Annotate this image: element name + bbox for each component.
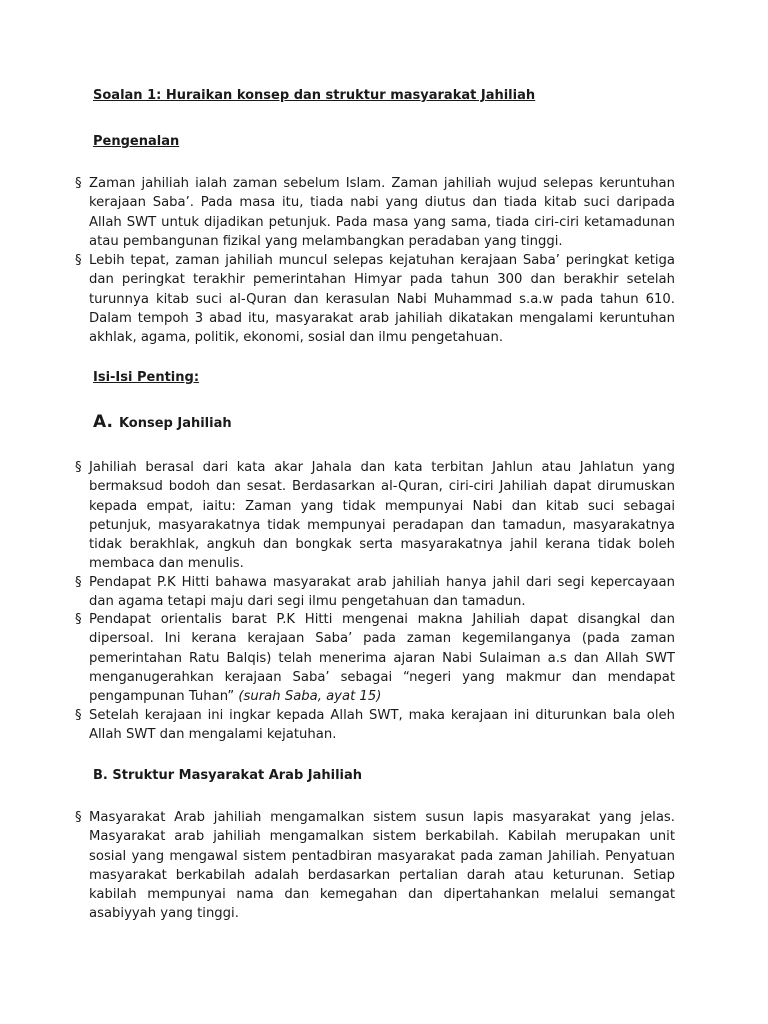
section-a-title: Konsep Jahiliah: [118, 416, 232, 431]
section-mark-icon: §: [75, 176, 82, 191]
section-a-bullet-1: [75, 458, 675, 574]
intro-bullet-1: [75, 174, 675, 251]
section-a-bullet-4: [75, 706, 675, 745]
section-a-bullet-3-text: Pendapat orientalis barat P.K Hitti mengenai makna Jahiliah dapat disangkal dan dipersoal. Ini kerana kerajaan Saba’ pada zaman kegemilanganya (pada zaman pemerintahan Ratu Balqis) telah menerima ajaran Nabi Sulaiman a.s dan Allah SWT menganugerahkan kerajaan Saba’ sebagai “negeri yang makmur dan mendapat pengampunan Tuhan”: [89, 612, 675, 705]
section-mark-icon: §: [75, 460, 82, 475]
section-a-bullet-1-text: Jahiliah berasal dari kata akar Jahala dan kata terbitan Jahlun atau Jahlatun yang bermaksud bodoh dan sesat. Berdasarkan al-Quran, ciri-ciri Jahiliah dapat dirumuskan kepada empat, iaitu: Zaman yang tidak mempunyai Nabi dan kitab suci sebagai petunjuk, masyarakatnya tidak mempunyai peradapan dan tamadun, masyarakatnya tidak berakhlak, angkuh dan bongkak serta masyarakatnya jahil kerana tidak boleh membaca dan menulis.: [89, 460, 675, 572]
section-mark-icon: §: [75, 612, 82, 627]
section-a-bullet-2-text: Pendapat P.K Hitti bahawa masyarakat arab jahiliah hanya jahil dari segi kepercayaan dan agama tetapi maju dari segi ilmu pengetahuan dan tamadun.: [89, 575, 675, 610]
section-mark-icon: §: [75, 575, 82, 590]
section-b-heading: B. Struktur Masyarakat Arab Jahiliah: [93, 768, 363, 783]
section-a-bullet-4-text: Setelah kerajaan ini ingkar kepada Allah SWT, maka kerajaan ini diturunkan bala oleh Allah SWT dan mengalami kejatuhan.: [89, 708, 675, 743]
section-b-bullet-1-text: Masyarakat Arab jahiliah mengamalkan sistem susun lapis masyarakat yang jelas. Masyarakat arab jahiliah mengamalkan sistem berkabilah. Kabilah merupakan unit sosial yang mengawal sistem pentadbiran masyarakat pada zaman Jahiliah. Penyatuan masyarakat berkabilah adalah berdasarkan pertalian darah atau keturunan. Setiap kabilah mempunyai nama dan kemegahan dan dipertahankan melalui semangat asabiyyah yang tinggi.: [89, 810, 675, 922]
intro-bullet-2: [75, 251, 675, 347]
question-title: Soalan 1: Huraikan konsep dan struktur masyarakat Jahiliah: [93, 88, 536, 103]
intro-bullet-2-text: Lebih tepat, zaman jahiliah muncul selepas kejatuhan kerajaan Saba’ peringkat ketiga dan peringkat terakhir pemerintahan Himyar pada tahun 300 dan berakhir setelah turunnya kitab suci al-Quran dan kerasulan Nabi Muhammad s.a.w pada tahun 610. Dalam tempoh 3 abad itu, masyarakat arab jahiliah dikatakan mengalami keruntuhan akhlak, agama, politik, ekonomi, sosial dan ilmu pengetahuan.: [89, 253, 675, 346]
section-mark-icon: §: [75, 253, 82, 268]
section-b-bullet-1: [75, 808, 675, 924]
section-mark-icon: §: [75, 708, 82, 723]
section-a-bullet-3: [75, 610, 675, 706]
section-a-heading: [93, 412, 232, 432]
section-a-letter: A.: [93, 412, 113, 432]
section-mark-icon: §: [75, 810, 82, 825]
quran-citation: (surah Saba, ayat 15): [238, 689, 382, 705]
intro-bullet-1-text: Zaman jahiliah ialah zaman sebelum Islam. Zaman jahiliah wujud selepas keruntuhan kerajaan Saba’. Pada masa itu, tiada nabi yang diutus dan tiada kitab suci daripada Allah SWT untuk dijadikan petunjuk. Pada masa yang sama, tiada ciri-ciri ketamadunan atau pembangunan fizikal yang melambangkan peradaban yang tinggi.: [89, 176, 675, 249]
key-points-heading: Isi-Isi Penting:: [93, 370, 200, 385]
intro-heading: Pengenalan: [93, 134, 180, 149]
section-a-bullet-2: [75, 573, 675, 612]
